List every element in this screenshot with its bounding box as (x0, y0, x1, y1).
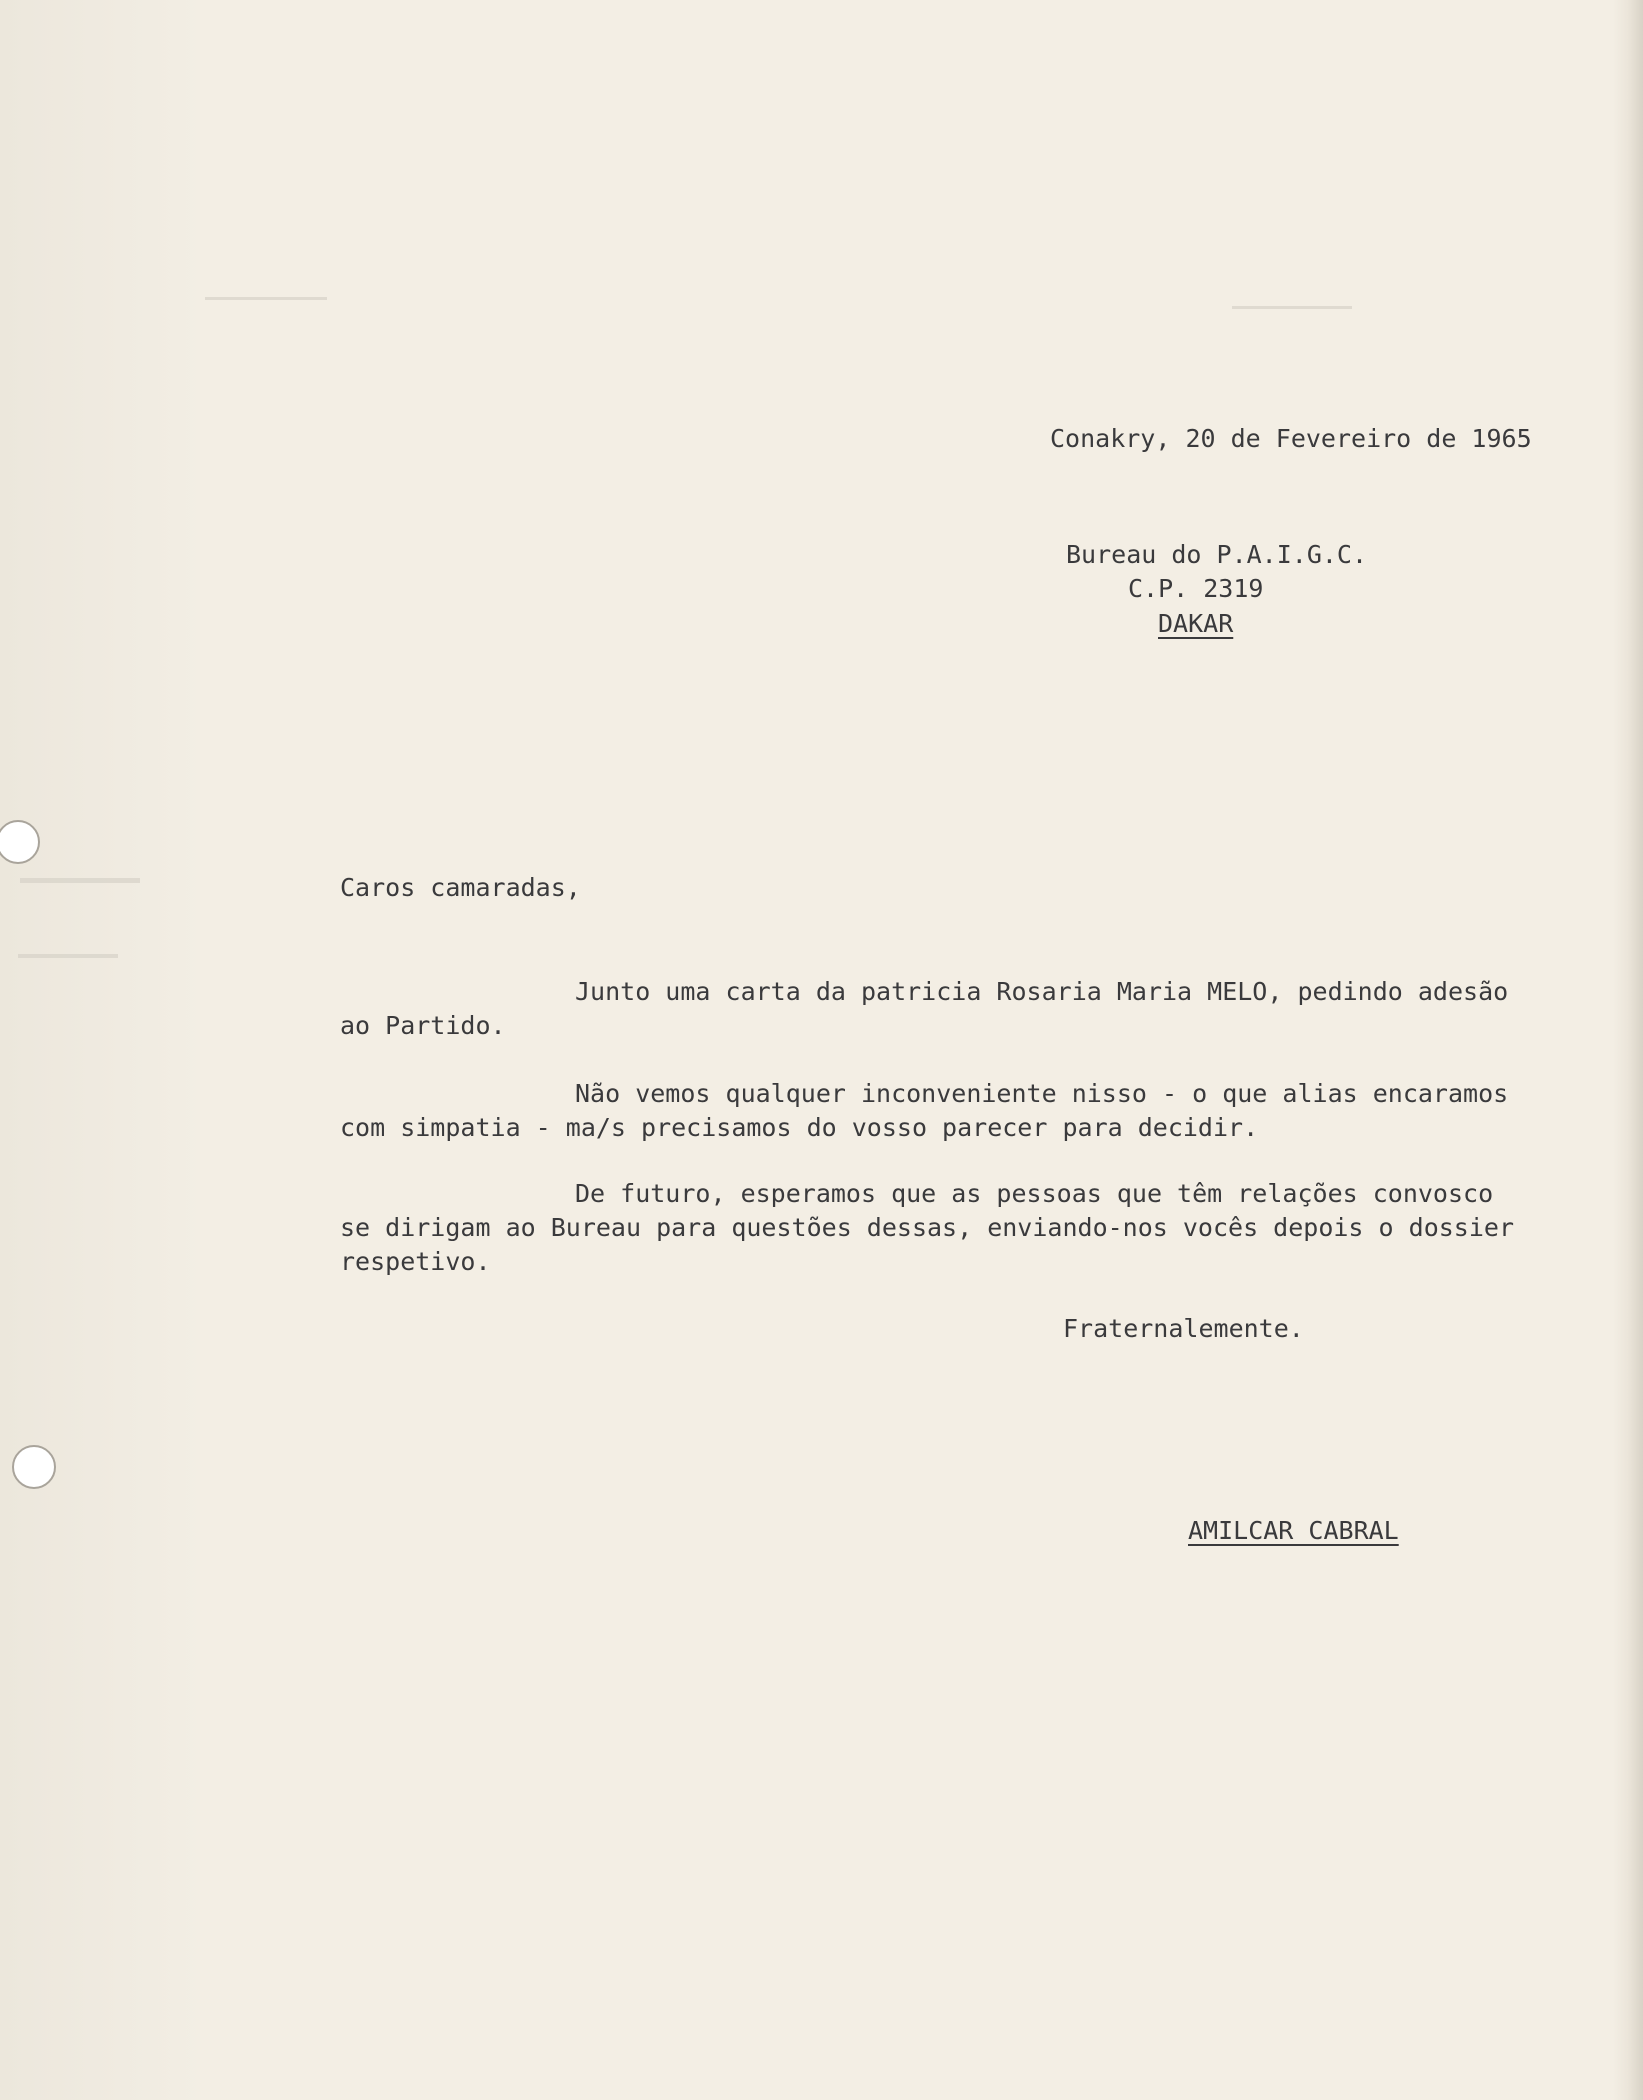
salutation: Caros camaradas, (340, 873, 581, 902)
body-paragraph-2-line-2: com simpatia - ma/s precisamos do vosso parecer para decidir. (340, 1113, 1259, 1142)
recipient-line-2: C.P. 2319 (1128, 574, 1264, 603)
paper-right-edge (1613, 0, 1643, 2100)
body-paragraph-3-line-1: De futuro, esperamos que as pessoas que têm relações convosco (575, 1179, 1494, 1208)
body-paragraph-1-line-1: Junto uma carta da patricia Rosaria Maria MELO, pedindo adesão (575, 977, 1509, 1006)
body-paragraph-3-line-2: se dirigam ao Bureau para questões dessas, enviando-nos vocês depois o dossier (340, 1213, 1514, 1242)
body-paragraph-2-line-1: Não vemos qualquer inconveniente nisso - o que alias encaramos (575, 1079, 1509, 1108)
closing: Fraternalemente. (1063, 1314, 1304, 1343)
paper-left-edge (0, 0, 205, 2100)
paper-mark (1232, 306, 1352, 309)
paper-mark (18, 954, 118, 958)
letter-date: Conakry, 20 de Fevereiro de 1965 (1050, 424, 1532, 453)
recipient-line-1: Bureau do P.A.I.G.C. (1066, 540, 1368, 569)
signature: AMILCAR CABRAL (1188, 1516, 1399, 1545)
recipient-city: DAKAR (1158, 609, 1234, 638)
paper-mark (20, 878, 140, 883)
body-paragraph-1-line-2: ao Partido. (340, 1011, 506, 1040)
paper-mark (205, 297, 327, 300)
punch-hole-bottom (12, 1445, 56, 1489)
body-paragraph-3-line-3: respetivo. (340, 1247, 491, 1276)
